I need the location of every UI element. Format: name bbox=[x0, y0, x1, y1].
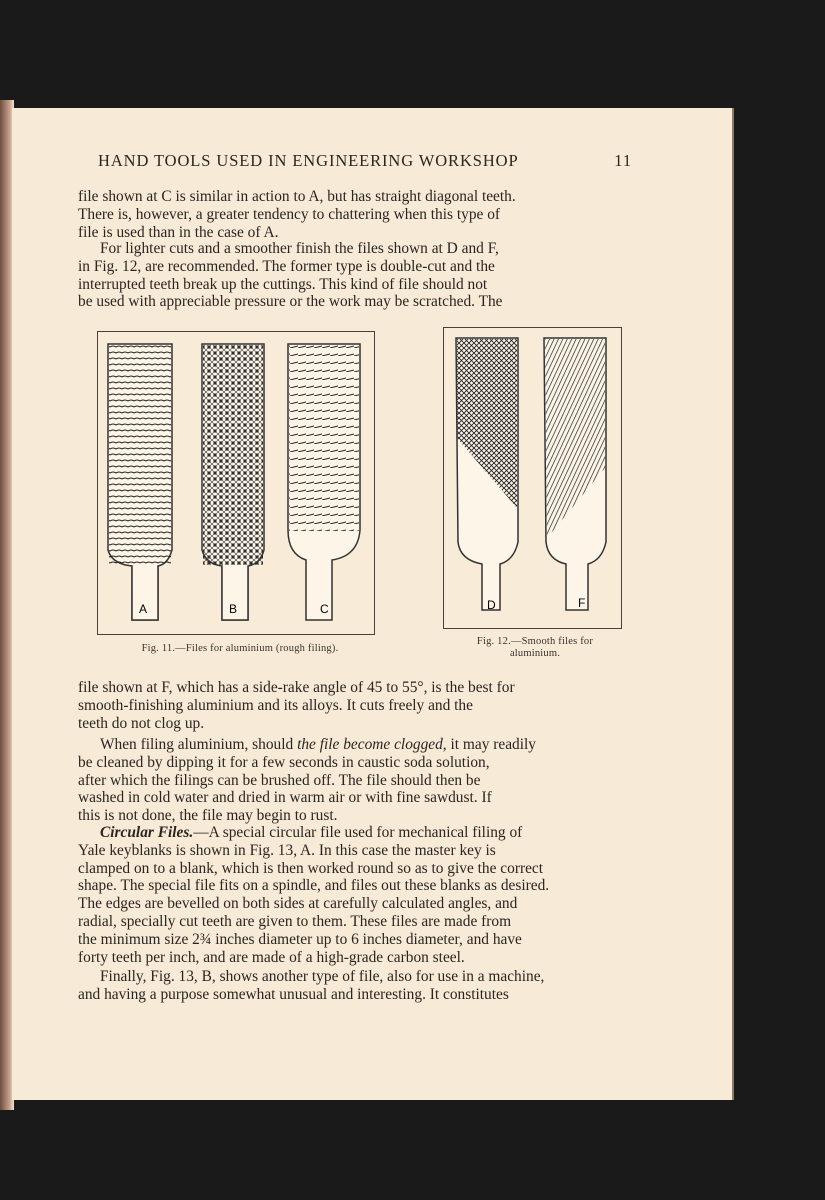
text-line: file shown at F, which has a side-rake angle of 45 to 55°, is the best for bbox=[78, 679, 515, 696]
caption-line: Fig. 12.—Smooth files for bbox=[476, 636, 594, 647]
fig12-caption bbox=[455, 636, 615, 660]
file-c bbox=[288, 344, 360, 620]
paragraph-1 bbox=[78, 188, 646, 241]
text-line: There is, however, a greater tendency to chattering when this type of bbox=[78, 205, 501, 223]
text-line: interrupted teeth break up the cuttings. This kind of file should not bbox=[78, 275, 488, 293]
file-b bbox=[202, 344, 264, 620]
text-line: When filing aluminium, should the file become clogged, it may readily bbox=[100, 736, 536, 753]
paragraph-5 bbox=[78, 824, 646, 966]
text-line: clamped on to a blank, which is then worked round so as to give the correct bbox=[78, 859, 544, 877]
text-line: Yale keyblanks is shown in Fig. 13, A. In this case the master key is bbox=[78, 841, 496, 859]
caption-line: aluminium. bbox=[509, 648, 561, 659]
paragraph-6 bbox=[78, 968, 646, 1004]
text-line: shape. The special file fits on a spindle, and files out these blanks as desired. bbox=[78, 877, 550, 895]
figure-12 bbox=[443, 327, 622, 629]
text-line: For lighter cuts and a smoother finish the files shown at D and F, bbox=[100, 240, 499, 257]
header-title: HAND TOOLS USED IN ENGINEERING WORKSHOP bbox=[98, 151, 519, 170]
text-line: radial, specially cut teeth are given to them. These files are made from bbox=[78, 912, 512, 930]
file-d bbox=[456, 338, 518, 610]
text-line: the minimum size 2¾ inches diameter up to 6 inches diameter, and have bbox=[78, 930, 522, 948]
files-smooth-illustration bbox=[444, 328, 621, 628]
text-line: after which the filings can be brushed off. The file should then be bbox=[78, 771, 481, 789]
text-line: in Fig. 12, are recommended. The former type is double-cut and the bbox=[78, 257, 495, 275]
text-line: be used with appreciable pressure or the work may be scratched. The bbox=[78, 293, 503, 311]
text-line: and having a purpose somewhat unusual and interesting. It constitutes bbox=[78, 985, 509, 1003]
label-d: D bbox=[487, 598, 496, 612]
fig11-caption: Fig. 11.—Files for aluminium (rough filing). bbox=[141, 643, 339, 654]
text-line: smooth-finishing aluminium and its alloys. It cuts freely and the bbox=[78, 696, 473, 714]
paragraph-4 bbox=[78, 736, 646, 825]
page-number: 11 bbox=[614, 151, 632, 170]
file-a bbox=[108, 344, 172, 620]
text-line: teeth do not clog up. bbox=[78, 714, 205, 732]
paragraph-2 bbox=[78, 240, 646, 311]
paragraph-3 bbox=[78, 679, 646, 732]
text-line: forty teeth per inch, and are made of a high-grade carbon steel. bbox=[78, 948, 465, 966]
text-line: Finally, Fig. 13, B, shows another type of file, also for use in a machine, bbox=[100, 968, 545, 985]
text-line: Circular Files.—A special circular file used for mechanical filing of bbox=[100, 824, 523, 841]
text-line: file shown at C is similar in action to A, but has straight diagonal teeth. bbox=[78, 188, 516, 205]
label-f: F bbox=[578, 596, 586, 610]
label-c: C bbox=[320, 602, 329, 616]
file-f bbox=[544, 338, 606, 610]
label-b: B bbox=[229, 602, 238, 616]
text-line: file is used than in the case of A. bbox=[78, 223, 279, 241]
text-line: this is not done, the file may begin to rust. bbox=[78, 807, 338, 825]
section-heading: Circular Files. bbox=[100, 824, 194, 841]
files-rough-illustration bbox=[98, 332, 374, 634]
label-a: A bbox=[139, 602, 148, 616]
figure-11 bbox=[97, 331, 375, 635]
text-line: be cleaned by dipping it for a few seconds in caustic soda solution, bbox=[78, 753, 490, 771]
text-line: The edges are bevelled on both sides at carefully calculated angles, and bbox=[78, 895, 518, 913]
text-line: washed in cold water and dried in warm air or with fine sawdust. If bbox=[78, 789, 492, 807]
